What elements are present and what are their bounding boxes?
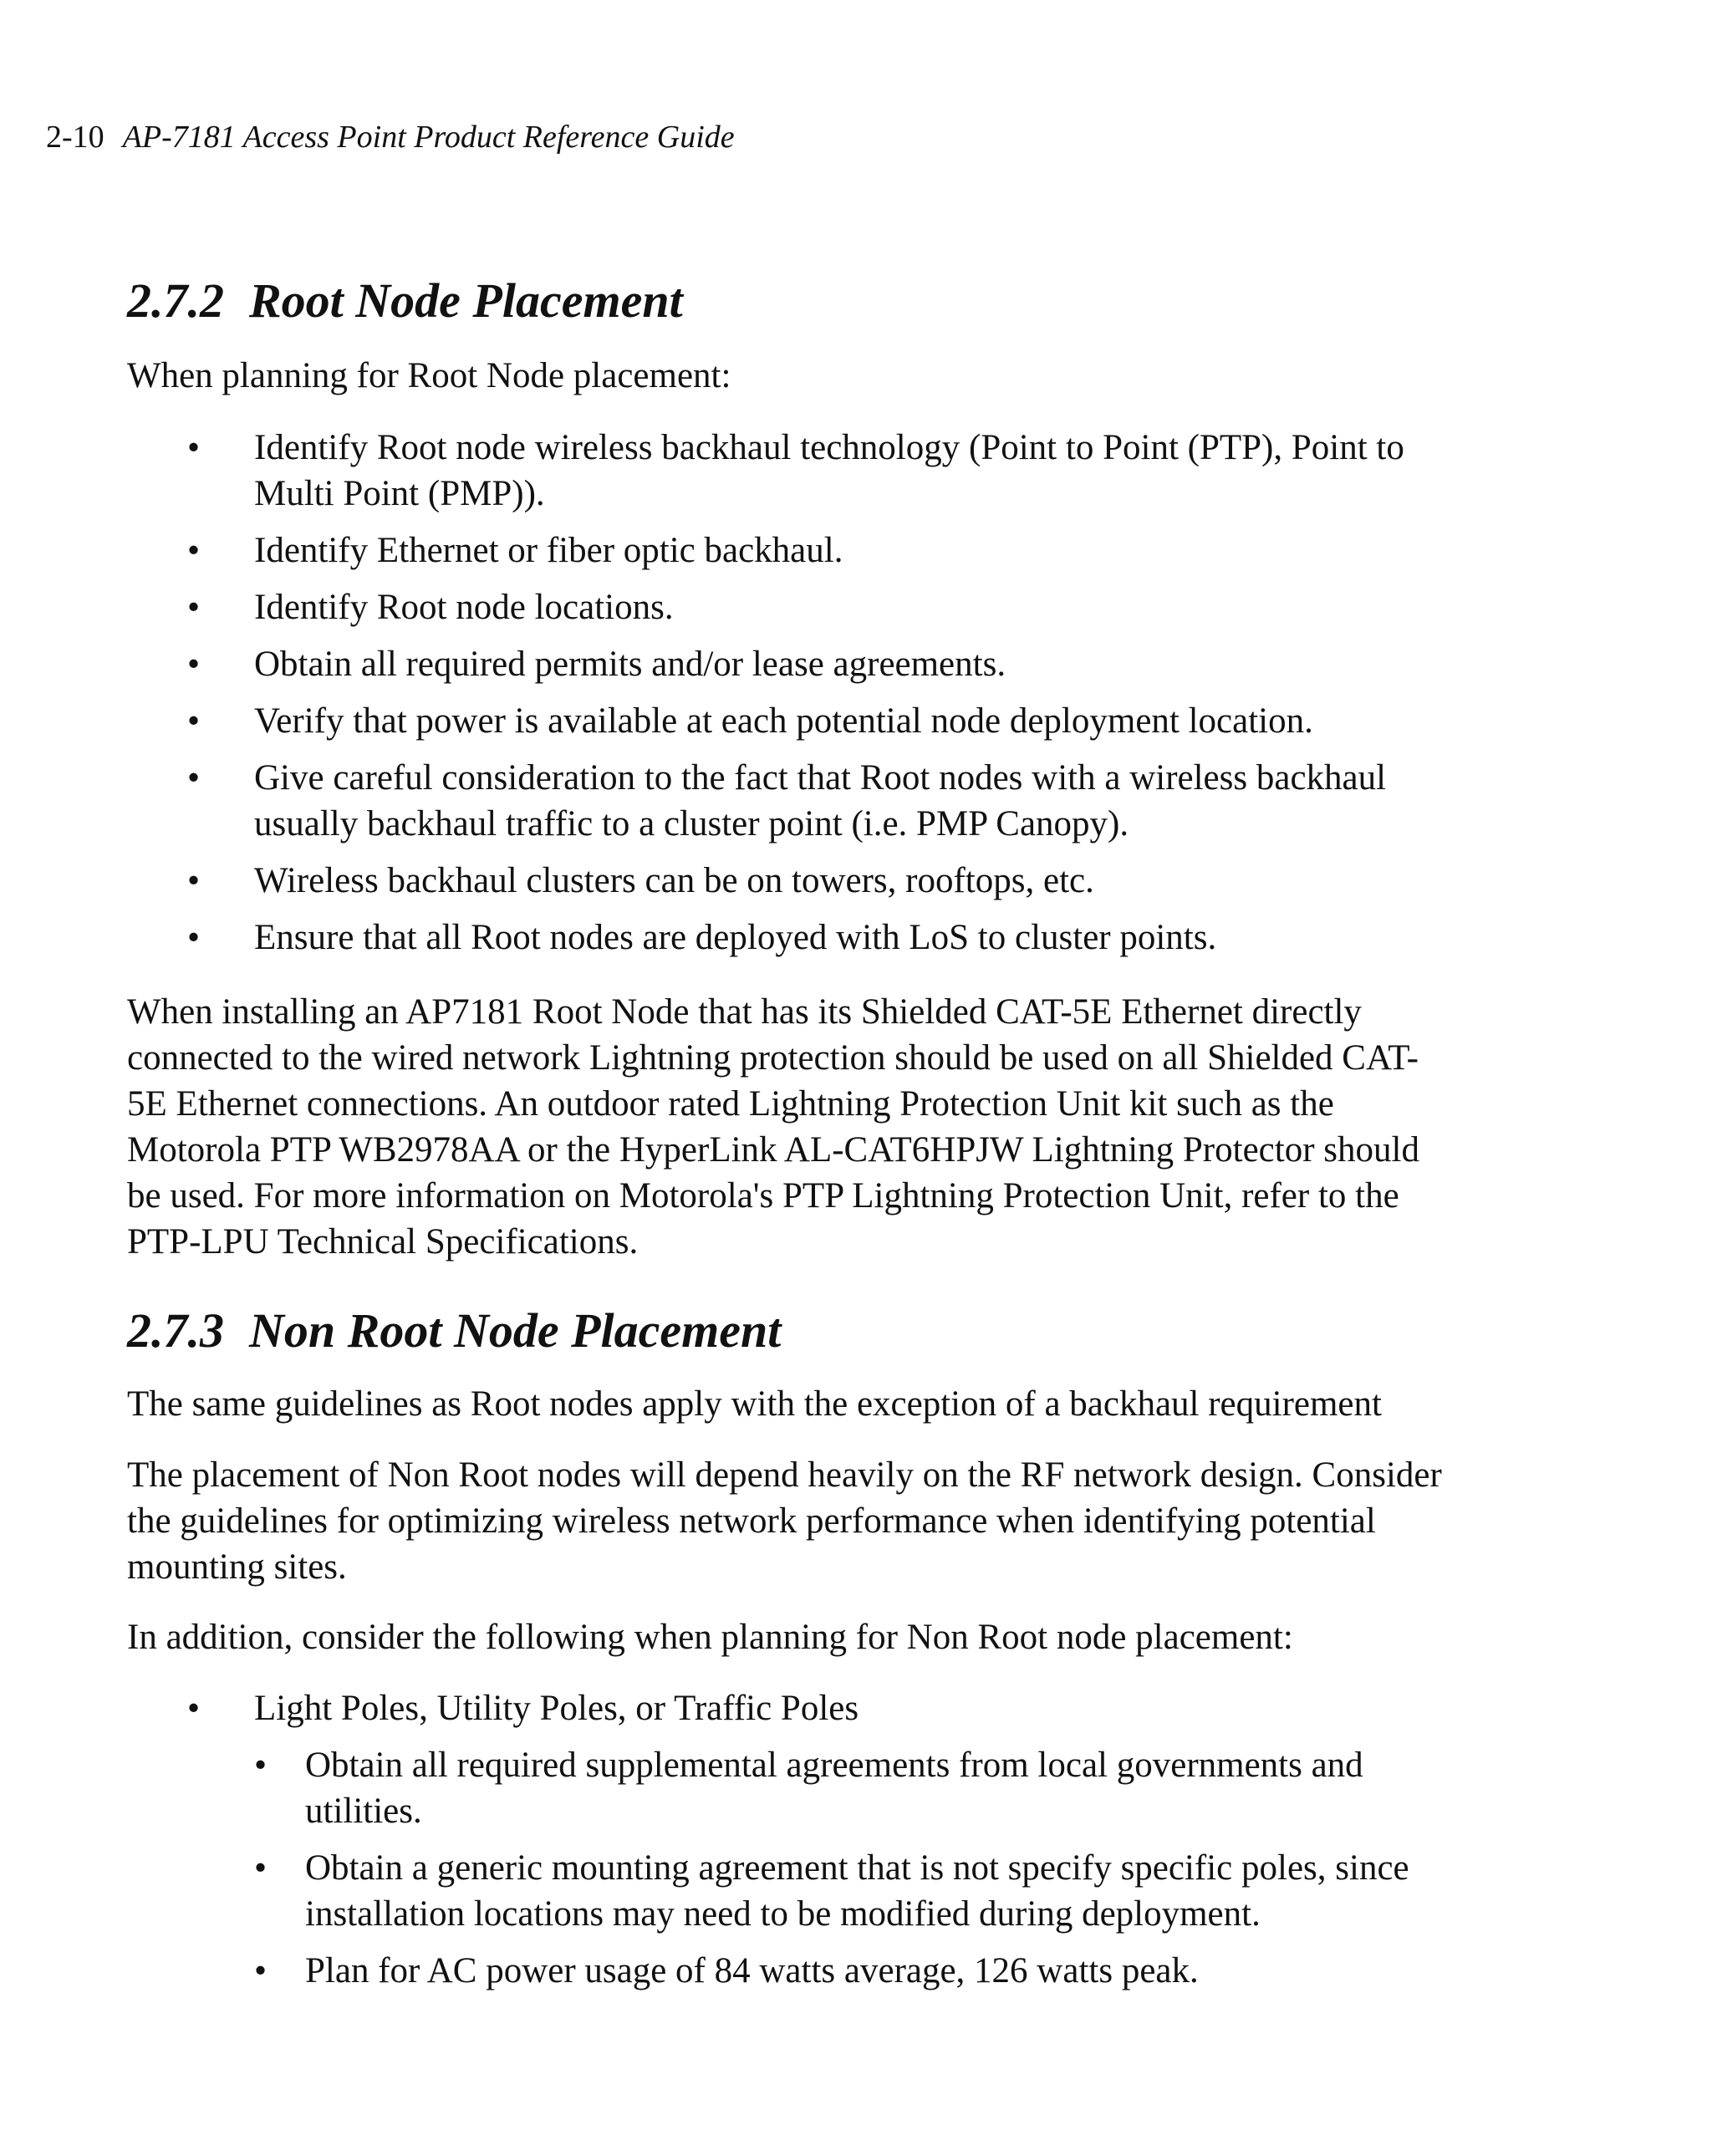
guide-title: AP-7181 Access Point Product Reference Guide [122,120,735,155]
bullet-glyph: • [254,1746,268,1785]
bullet-glyph: • [187,758,201,798]
list-item [127,755,1387,847]
list-item-line: usually backhaul traffic to a cluster point (i.e. PMP Canopy). [254,804,1129,844]
bullet-glyph: • [187,918,201,957]
list-item-line: Multi Point (PMP)). [254,474,545,513]
page-number: 2-10 [46,120,104,155]
list-item-line: Give careful consideration to the fact that Root nodes with a wireless backhaul [254,758,1387,798]
paragraph-line: 5E Ethernet connections. An outdoor rated Lightning Protection Unit kit such as the [127,1084,1334,1124]
non-root-intro-paragraph: In addition, consider the following when planning for Non Root node placement: [127,1618,1293,1657]
sub-list-item [127,1845,1409,1937]
list-item [127,698,1313,744]
paragraph-line: PTP-LPU Technical Specifications. [127,1222,639,1261]
list-item-line: Obtain all required permits and/or lease agreements. [254,645,1006,684]
paragraph-line: be used. For more information on Motorola's PTP Lightning Protection Unit, refer to the [127,1176,1399,1216]
bullet-glyph: • [187,861,201,900]
list-item [127,915,1277,961]
intro-paragraph: When planning for Root Node placement: [127,356,731,395]
list-item-line: Obtain a generic mounting agreement that is not specify specific poles, since [305,1848,1409,1888]
running-header [46,117,735,157]
guidelines-paragraph: The same guidelines as Root nodes apply with the exception of a backhaul requirement [127,1384,1382,1424]
bullet-glyph: • [254,1848,268,1888]
list-item-line: Plan for AC power usage of 84 watts average, 126 watts peak. [305,1951,1199,1990]
list-item [127,584,1277,630]
section-heading-2-7-3 [127,1302,781,1360]
paragraph-line: Motorola PTP WB2978AA or the HyperLink AL-CAT6HPJW Lightning Protector should [127,1130,1419,1170]
paragraph-line: mounting sites. [127,1547,347,1587]
paragraph-line: connected to the wired network Lightning protection should be used on all Shielded CAT- [127,1038,1419,1078]
bullet-glyph: • [187,531,201,570]
list-item [127,528,1277,573]
bullet-glyph: • [187,701,201,741]
list-item-line: Identify Ethernet or fiber optic backhaul. [254,531,843,570]
list-item [127,1685,1231,1731]
list-item-line: Ensure that all Root nodes are deployed with LoS to cluster points. [254,918,1217,957]
root-placement-list [127,425,1404,961]
paragraph-line: The placement of Non Root nodes will depend heavily on the RF network design. Consider [127,1455,1442,1495]
paragraph-line: the guidelines for optimizing wireless network performance when identifying potential [127,1501,1376,1541]
bullet-glyph: • [254,1951,268,1990]
list-item-line: Obtain all required supplemental agreements from local governments and [305,1746,1363,1785]
bullet-glyph: • [187,1689,201,1728]
section-title: Non Root Node Placement [249,1303,782,1358]
lightning-paragraph [127,989,1419,1265]
bullet-glyph: • [187,645,201,684]
paragraph-line: When installing an AP7181 Root Node that has its Shielded CAT-5E Ethernet directly [127,992,1362,1032]
list-item-line: Light Poles, Utility Poles, or Traffic Poles [254,1689,859,1728]
section-number: 2.7.3 [127,1303,224,1358]
list-item-line: utilities. [305,1792,422,1831]
bullet-glyph: • [187,428,201,467]
list-item [127,858,1277,904]
bullet-glyph: • [187,588,201,627]
list-item-line: installation locations may need to be modified during deployment. [305,1894,1261,1934]
section-number: 2.7.2 [127,273,224,328]
non-root-placement-list [127,1685,1409,1994]
list-item [127,641,1277,687]
list-item-line: Identify Root node locations. [254,588,674,627]
list-item [127,425,1404,517]
section-title: Root Node Placement [249,273,683,328]
list-item-line: Verify that power is available at each potential node deployment location. [254,701,1313,741]
list-item-line: Identify Root node wireless backhaul technology (Point to Point (PTP), Point to [254,428,1404,467]
rf-design-paragraph [127,1452,1442,1590]
list-item-line: Wireless backhaul clusters can be on towers, rooftops, etc. [254,861,1094,900]
sub-list-item [127,1742,1363,1834]
sub-list-item [127,1948,1231,1994]
section-heading-2-7-2 [127,272,683,330]
